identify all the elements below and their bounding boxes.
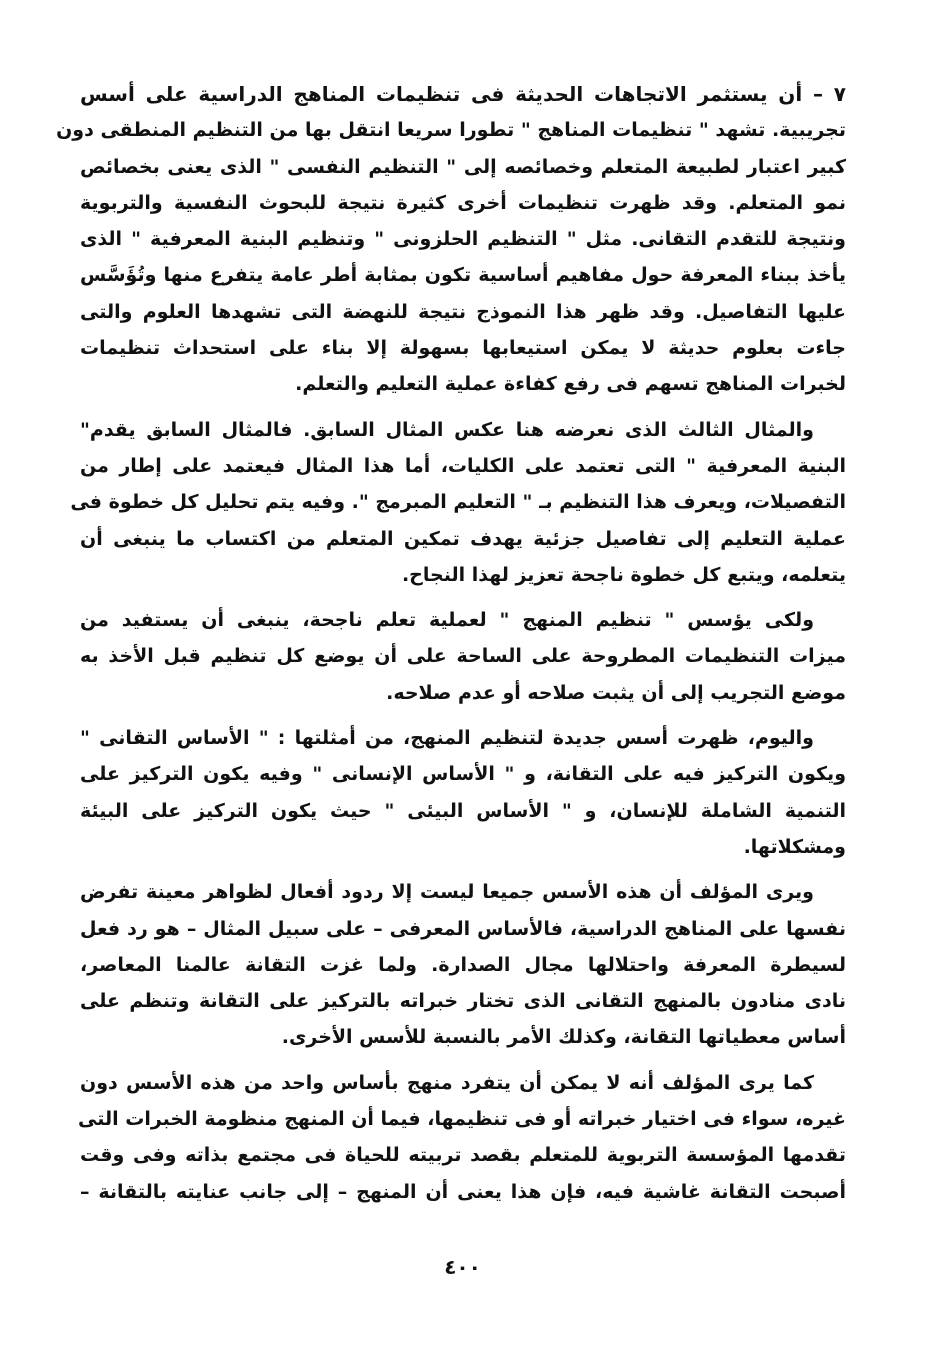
text-line: نفسها على المناهج الدراسية، فالأساس المعرفى – على سبيل المثال – هو رد فعل [80,917,846,940]
text-line: أساس معطياتها التقانة، وكذلك الأمر بالنسبة للأسس الأخرى. [281,1026,846,1049]
text-line: ويكون التركيز فيه على التقانة، و " الأساس الإنسانى " وفيه يكون التركيز على [80,763,846,786]
page-body [56,76,846,1219]
text-line: ومشكلاتها. [743,835,846,858]
text-line: لسيطرة المعرفة واحتلالها مجال الصدارة. ولما غزت التقانة عالمنا المعاصر، [80,953,846,976]
text-line: تقدمها المؤسسة التربوية للمتعلم بقصد تربيته للحياة فى مجتمع بذاته وفى وقت [80,1144,846,1167]
paragraph-6 [77,1065,846,1210]
text-line: نادى منادون بالمنهج التقانى الذى تختار خبراته بالتركيز على التقانة وتنظم على [80,990,846,1013]
text-line: ميزات التنظيمات المطروحة على الساحة على أن يوضع كل تنظيم قبل الأخذ به [80,645,846,668]
text-line: كما يرى المؤلف أنه لا يمكن أن يتفرد منهج بأساس واحد من هذه الأسس دون [80,1071,814,1094]
section-heading-line: ٧ – أن يستثمر الاتجاهات الحديثة فى تنظيمات المناهج الدراسية على أسس [80,82,846,106]
text-line: التفصيلات، ويعرف هذا التنظيم بـ " التعليم المبرمج ". وفيه يتم تحليل كل خطوة فى [70,491,846,514]
text-line: نمو المتعلم. وقد ظهرت تنظيمات أخرى كثيرة نتيجة للبحوث النفسية والتربوية [80,191,846,214]
text-line: ويرى المؤلف أن هذه الأسس جميعا ليست إلا ردود أفعال لظواهر معينة تفرض [80,881,814,904]
text-line: والمثال الثالث الذى نعرضه هنا عكس المثال السابق. فالمثال السابق يقدم" [80,418,814,441]
text-line: يأخذ ببناء المعرفة حول مفاهيم أساسية تكون بمثابة أطر عامة يتفرع منها وتُؤَسَّس [80,264,846,287]
paragraph-5 [80,874,846,1055]
text-line: البنية المعرفية " التى تعتمد على الكليات، أما هذا المثال فيعتمد على إطار من [80,454,846,477]
text-line: جاءت بعلوم حديثة لا يمكن استيعابها بسهولة إلا بناء على استحداث تنظيمات [80,337,846,360]
text-line: عملية التعليم إلى تفاصيل جزئية يهدف تمكين المتعلم من اكتساب ما ينبغى أن [80,527,846,550]
text-line: لخبرات المناهج تسهم فى رفع كفاءة عملية التعليم والتعلم. [295,373,846,396]
paragraph-4 [80,720,846,865]
paragraph-3 [80,602,846,711]
text-line: أصبحت التقانة غاشية فيه، فإن هذا يعنى أن المنهج – إلى جانب عنايته بالتقانة – [80,1180,846,1203]
paragraph-1 [56,76,846,403]
text-line: التنمية الشاملة للإنسان، و " الأساس البيئى " حيث يكون التركيز على البيئة [80,799,846,822]
page-number: ٤٠٠ [444,1255,481,1279]
text-line: تجريبية. تشهد " تنظيمات المناهج " تطورا سريعا انتقل بها من التنظيم المنطقى دون [56,119,846,142]
text-line: عليها التفاصيل. وقد ظهر هذا النموذج نتيجة للنهضة التى تشهدها العلوم والتى [80,300,846,323]
paragraph-2 [70,412,846,593]
text-line: واليوم، ظهرت أسس جديدة لتنظيم المنهج، من أمثلتها : " الأساس التقانى " [80,727,814,750]
text-line: موضع التجريب إلى أن يثبت صلاحه أو عدم صلاحه. [386,681,846,704]
text-line: ونتيجة للتقدم التقانى. مثل " التنظيم الحلزونى " وتنظيم البنية المعرفية " الذى [80,228,846,251]
text-line: ولكى يؤسس " تنظيم المنهج " لعملية تعلم ناجحة، ينبغى أن يستفيد من [80,609,814,632]
text-line: غيره، سواء فى اختيار خبراته أو فى تنظيمها، فيما أن المنهج منظومة الخبرات التى [77,1108,846,1131]
text-line: يتعلمه، ويتبع كل خطوة ناجحة تعزيز لهذا النجاح. [401,563,846,586]
text-line: كبير اعتبار لطبيعة المتعلم وخصائصه إلى " التنظيم النفسى " الذى يعنى بخصائص [80,155,846,178]
